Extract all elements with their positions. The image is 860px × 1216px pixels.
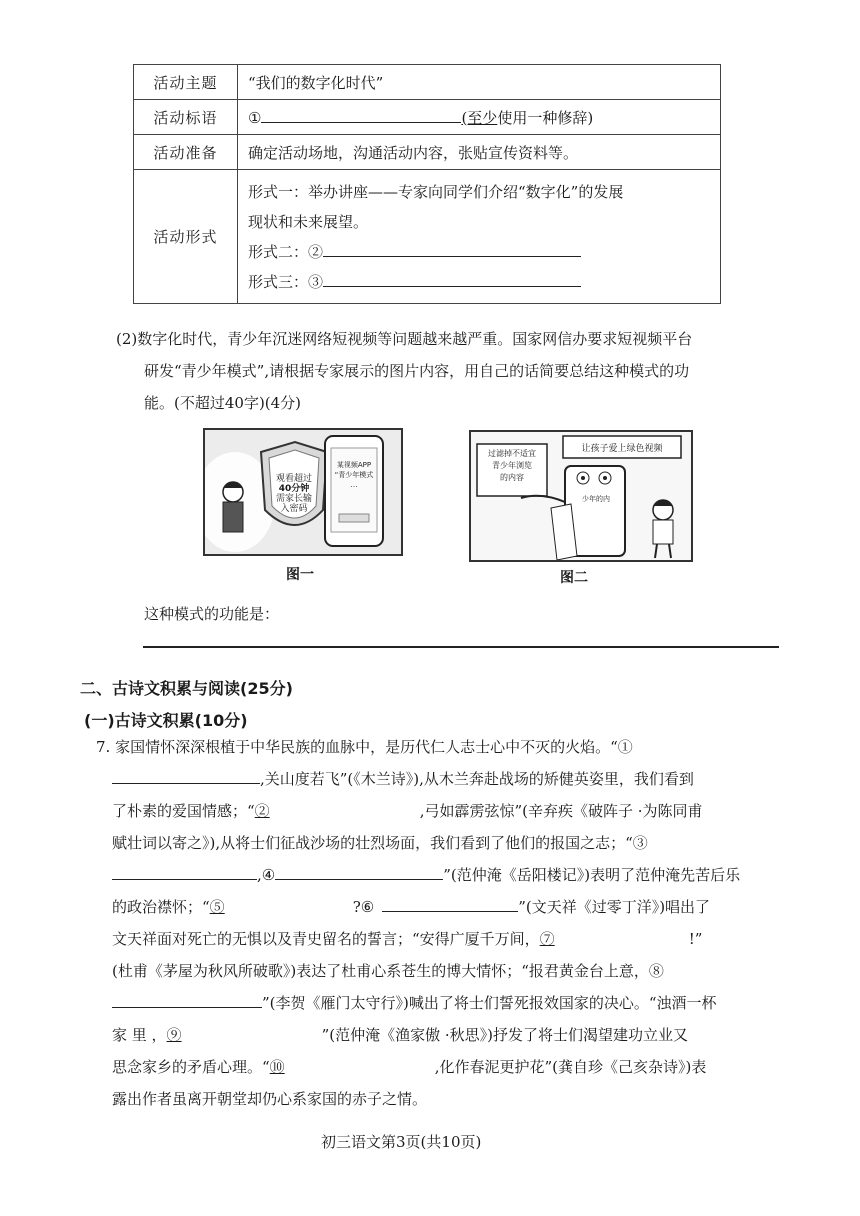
blank-6[interactable] xyxy=(382,895,518,912)
q7-line-10: 家 里 ，⑨ ”(范仲淹《渔家傲 ·秋思》)抒发了将士们渴望建功立业又 xyxy=(112,1026,688,1044)
blank-1[interactable] xyxy=(112,767,260,784)
figure-2-image xyxy=(469,430,693,562)
q7-line-11: 思念家乡的矛盾心理。“⑩ ,化作春泥更护花”(龚自珍《己亥杂诗》)表 xyxy=(112,1058,707,1076)
table-label-slogan: 活动标语 xyxy=(134,100,238,135)
q7-line-8: (杜甫《茅屋为秋风所破歌》)表达了杜甫心系苍生的博大情怀；“报君黄金台上意，⑧ xyxy=(112,962,664,980)
table-cell-theme: “我们的数字化时代” xyxy=(238,65,721,100)
section-title: 二、古诗文积累与阅读(25分) xyxy=(80,679,293,698)
blank-9[interactable]: ⑨ xyxy=(166,1026,182,1044)
table-cell-prep: 确定活动场地，沟通活动内容，张贴宣传资料等。 xyxy=(238,135,721,170)
q7-line-3: 了朴素的爱国情感；“② ,弓如霹雳弦惊”(辛弃疾《破阵子 ·为陈同甫 xyxy=(112,802,703,820)
fig2-right-bubble: 让孩子爱上绿色视频 xyxy=(581,444,663,454)
table-cell-form: 形式一：举办讲座——专家向同学们介绍“数字化”的发展 现状和未来展望。 形式二：② 形式三：③ xyxy=(238,170,721,304)
blank-5[interactable]: ⑤ xyxy=(209,898,225,916)
answer-line[interactable] xyxy=(143,646,779,648)
subsection-title: (一)古诗文积累(10分) xyxy=(84,711,248,730)
q7-line-2: ,关山度若飞”(《木兰诗》),从木兰奔赴战场的矫健英姿里，我们看到 xyxy=(112,763,694,795)
q2-line-2: 研发“青少年模式”,请根据专家展示的图片内容，用自己的话简要总结这种模式的功 xyxy=(144,362,690,380)
page-footer: 初三语文第3页(共10页) xyxy=(321,1133,482,1151)
answer-blank-3[interactable] xyxy=(323,270,581,287)
table-label-theme: 活动主题 xyxy=(134,65,238,100)
fig1-phone-text: 某视频APP “青少年模式 … xyxy=(334,461,374,489)
blank-8[interactable] xyxy=(112,991,262,1008)
answer-prompt: 这种模式的功能是： xyxy=(144,605,280,623)
fig2-phone-title: 少年的内 xyxy=(582,495,610,503)
answer-blank-2[interactable] xyxy=(323,240,581,257)
q7-line-1: 7. 家国情怀深深根植于中华民族的血脉中，是历代仁人志士心中不灭的火焰。“① xyxy=(96,738,633,756)
figure-1-caption: 图一 xyxy=(286,567,314,583)
blank-2[interactable]: ② xyxy=(254,802,270,820)
answer-blank-1[interactable] xyxy=(261,106,461,123)
q2-line-1: (2)数字化时代，青少年沉迷网络短视频等问题越来越严重。国家网信办要求短视频平台 xyxy=(116,330,693,348)
table-label-form: 活动形式 xyxy=(134,170,238,304)
blank-10[interactable]: ⑩ xyxy=(269,1058,285,1076)
q7-line-12: 露出作者虽离开朝堂却仍心系家国的赤子之情。 xyxy=(112,1090,428,1108)
blank-7[interactable]: ⑦ xyxy=(539,930,555,948)
blank-4[interactable] xyxy=(275,863,443,880)
figure-2-caption: 图二 xyxy=(560,570,588,586)
blank-3[interactable] xyxy=(112,863,257,880)
q7-line-7: 文天祥面对死亡的无惧以及青史留名的誓言；“安得广厦千万间，⑦ !” xyxy=(112,930,703,948)
fig2-left-bubble: 过滤掉不适宜 青少年浏览 的内容 xyxy=(488,449,536,482)
q7-line-5: ,④ ”(范仲淹《岳阳楼记》)表明了范仲淹先苦后乐 xyxy=(112,859,740,891)
table-label-prep: 活动准备 xyxy=(134,135,238,170)
fig1-shield-text: 观看超过 40分钟 需家长输 入密码 xyxy=(275,474,312,514)
q7-line-6: 的政治襟怀；“⑤ ?⑥ ”(文天祥《过零丁洋》)唱出了 xyxy=(112,891,710,923)
figure-1-image xyxy=(203,428,403,556)
activity-table xyxy=(133,64,721,304)
q2-line-3: 能。(不超过40字)(4分) xyxy=(144,394,302,412)
table-cell-slogan: ① (至少使用一种修辞) xyxy=(238,100,721,135)
q7-line-9: ”(李贺《雁门太守行》)喊出了将士们誓死报效国家的决心。“浊酒一杯 xyxy=(112,987,717,1019)
q7-line-4: 赋壮词以寄之》),从将士们征战沙场的壮烈场面，我们看到了他们的报国之志；“③ xyxy=(112,834,648,852)
